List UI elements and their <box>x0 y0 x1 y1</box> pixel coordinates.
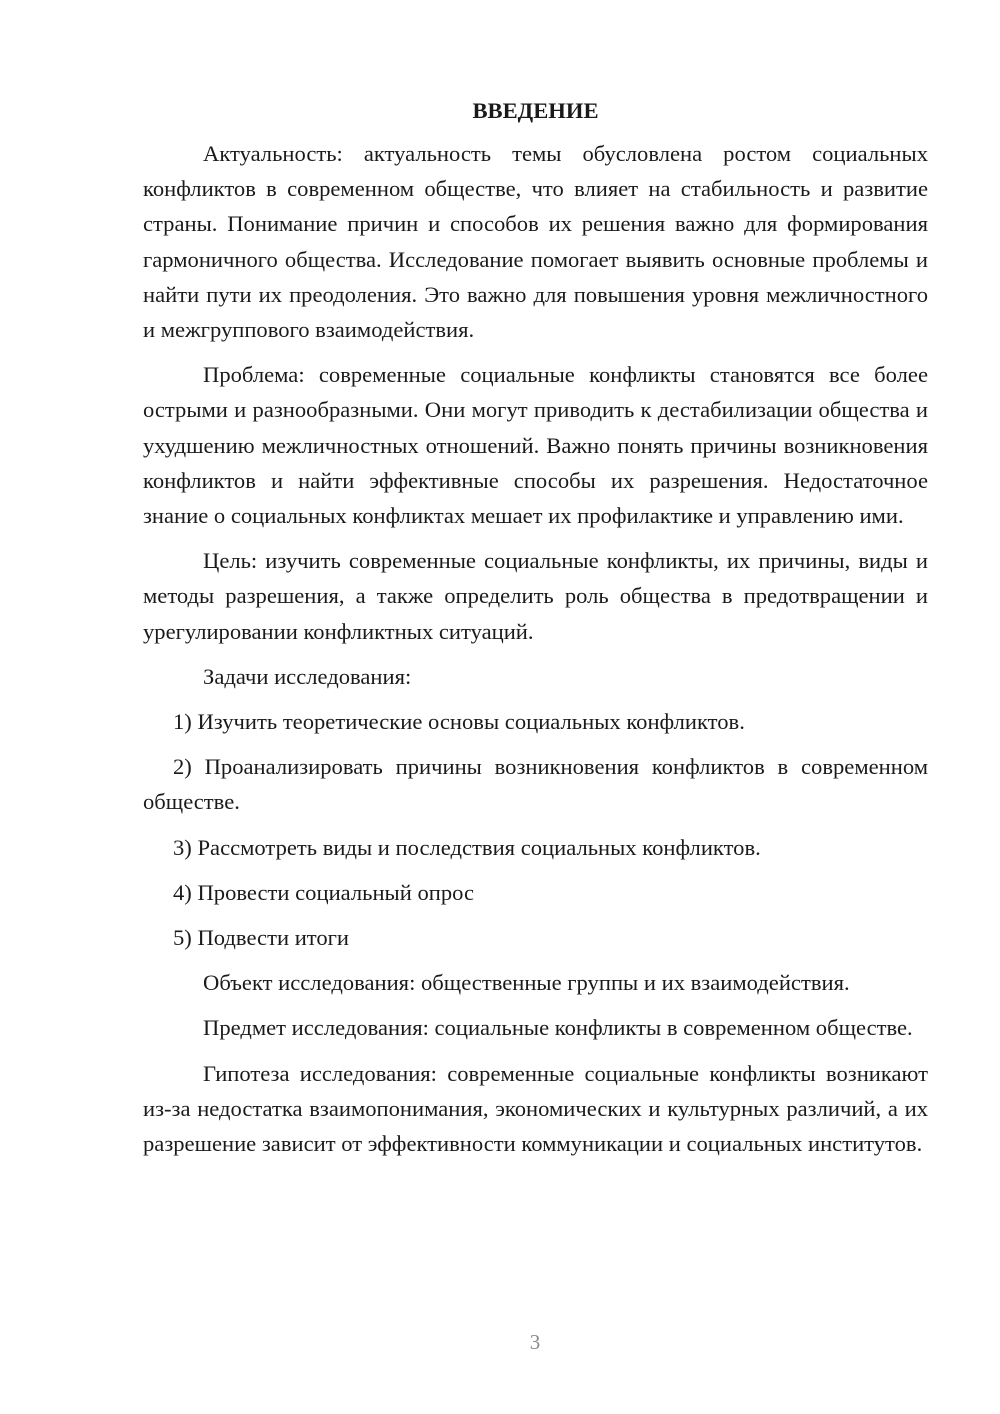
tasks-heading: Задачи исследования: <box>203 663 412 689</box>
task-item-1: 1) Изучить теоретические основы социальных конфликтов. <box>173 709 745 735</box>
subject-paragraph: Предмет исследования: социальные конфликты в современном обществе. <box>203 1015 913 1041</box>
task-item-3: 3) Рассмотреть виды и последствия социальных конфликтов. <box>173 834 761 860</box>
document-body <box>143 96 928 1171</box>
goal-paragraph: Цель: изучить современные социальные конфликты, их причины, виды и методы разрешения, а также определить роль общества в предотвращении и урегулировании конфликтных ситуаций. <box>143 548 928 644</box>
hypothesis-paragraph: Гипотеза исследования: современные социальные конфликты возникают из-за недостатка взаимопонимания, экономических и культурных различий, а их разрешение зависит от эффективности коммуникации и социальных институтов. <box>143 1060 928 1157</box>
page-number: 3 <box>529 1330 541 1354</box>
problem-paragraph: Проблема: современные социальные конфликты становятся все более острыми и разнообразными. Они могут приводить к дестабилизации общества и ухудшению межличностных отношений. Важно понять причины возникновения конфликтов и найти эффективные способы их разрешения. Недостаточное знание о социальных конфликтах мешает их профилактике и управлению ими. <box>143 362 928 529</box>
task-item-4: 4) Провести социальный опрос <box>173 879 475 905</box>
section-title: ВВЕДЕНИЕ <box>472 98 599 123</box>
relevance-paragraph: Актуальность: актуальность темы обусловлена ростом социальных конфликтов в современном обществе, что влияет на стабильность и развитие страны. Понимание причин и способов их решения важно для формирования гармоничного общества. Исследование помогает выявить основные проблемы и найти пути их преодоления. Это важно для повышения уровня межличностного и межгруппового взаимодействия. <box>143 141 928 343</box>
task-item-5: 5) Подвести итоги <box>173 925 350 951</box>
object-paragraph: Объект исследования: общественные группы и их взаимодействия. <box>203 970 850 996</box>
task-item-2: 2) Проанализировать причины возникновения конфликтов в современном обществе. <box>143 754 928 815</box>
